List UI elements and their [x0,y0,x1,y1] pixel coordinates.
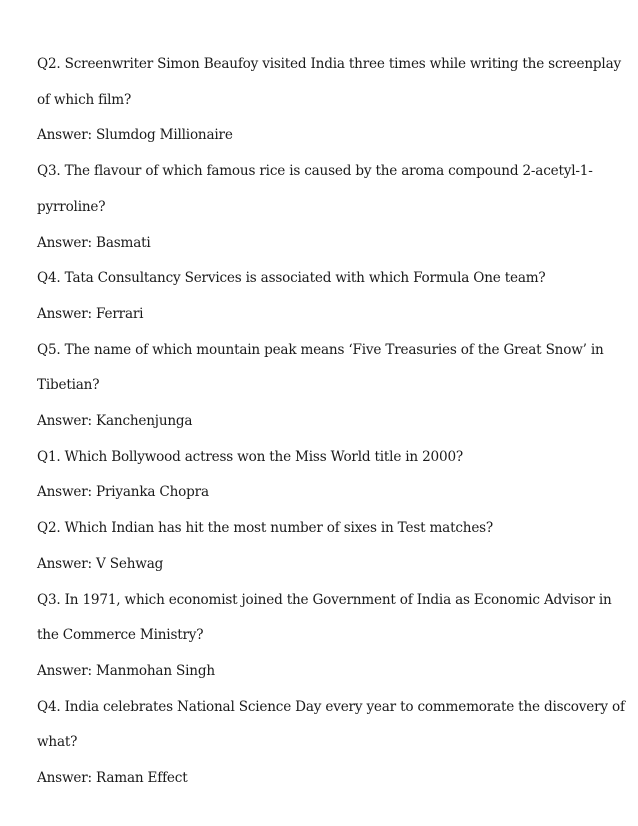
answer-line: Answer: V Sehwag [37,555,164,572]
question-line: Q1. Which Bollywood actress won the Miss World title in 2000? [37,448,463,465]
question-line: Q5. The name of which mountain peak means ‘Five Treasuries of the Great Snow’ in [37,341,604,358]
answer-line: Answer: Kanchenjunga [37,413,193,430]
question-line: the Commerce Ministry? [37,627,204,644]
answer-line: Answer: Manmohan Singh [37,662,215,679]
answer-line: Answer: Ferrari [37,305,144,322]
quiz-text-body [37,47,625,797]
question-line: of which film? [37,91,132,108]
question-line: what? [37,734,78,751]
answer-line: Answer: Priyanka Chopra [37,484,209,501]
answer-line: Answer: Slumdog Millionaire [37,127,233,144]
answer-line: Answer: Raman Effect [37,770,188,787]
question-line: Tibetian? [37,377,100,394]
question-line: Q4. Tata Consultancy Services is associated with which Formula One team? [37,270,546,287]
question-line: Q2. Which Indian has hit the most number of sixes in Test matches? [37,520,494,537]
question-line: Q3. The flavour of which famous rice is caused by the aroma compound 2-acetyl-1- [37,163,593,180]
question-line: Q3. In 1971, which economist joined the Government of India as Economic Advisor in [37,591,612,608]
question-line: pyrroline? [37,198,106,215]
question-line: Q2. Screenwriter Simon Beaufoy visited India three times while writing the screenplay [37,56,621,72]
question-line: Q4. India celebrates National Science Day every year to commemorate the discovery of [37,698,625,715]
answer-line: Answer: Basmati [37,234,151,251]
